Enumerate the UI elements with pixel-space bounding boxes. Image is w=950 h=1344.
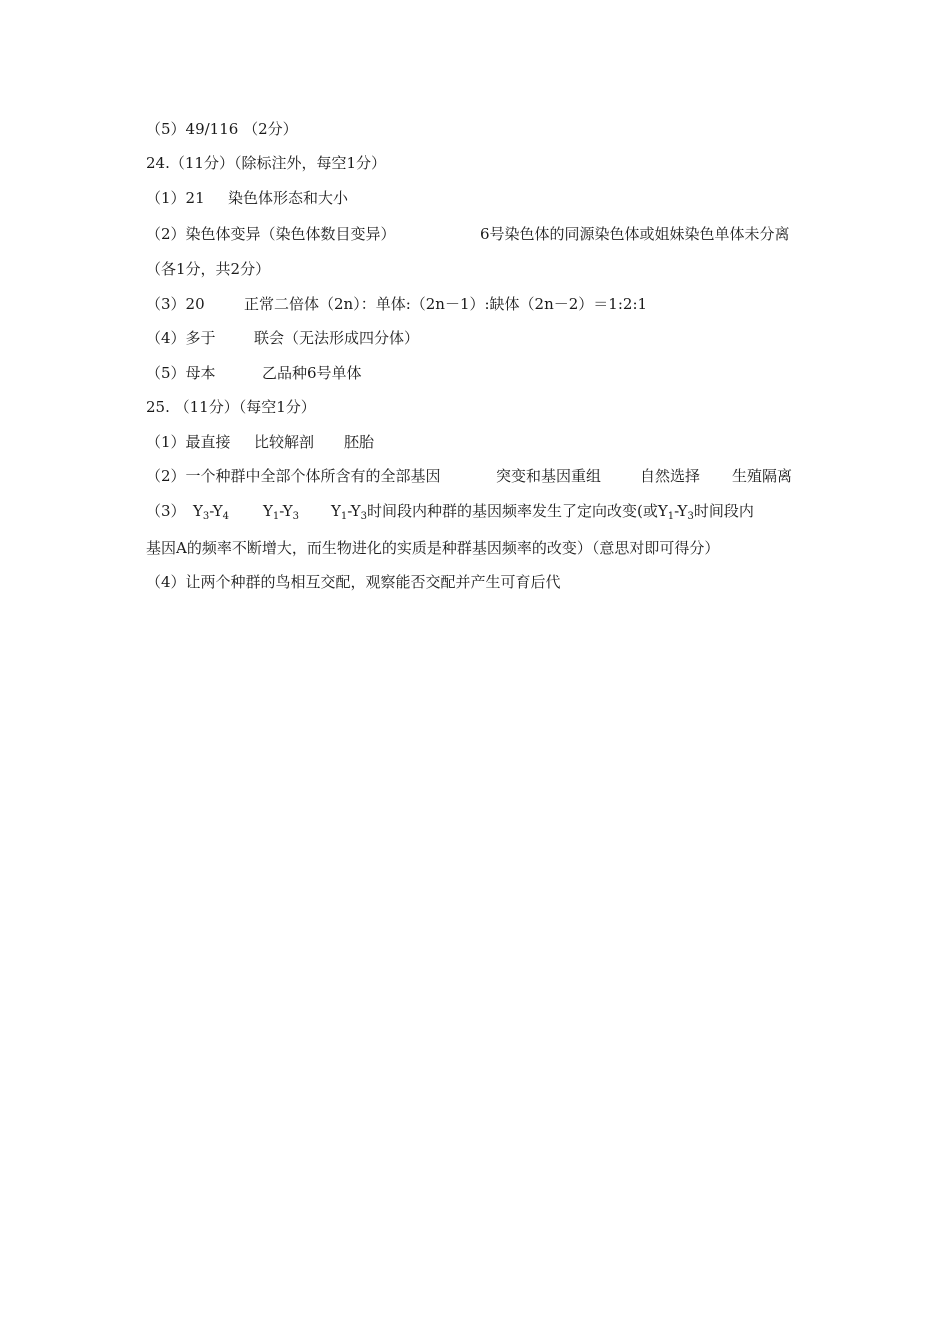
answer-25-3-continuation: 基因A的频率不断增大，而生物进化的实质是种群基因频率的改变）（意思对即可得分） xyxy=(146,539,720,557)
answer-25-1-text-c: 胚胎 xyxy=(344,433,375,451)
answer-24-1-label: （1）21 xyxy=(146,189,205,207)
answer-24-2-text: 6号染色体的同源染色体或姐妹染色单体未分离 xyxy=(480,225,790,243)
answer-25-1-text-b: 比较解剖 xyxy=(254,433,315,451)
answer-24-2-label: （2）染色体变异（染色体数目变异） xyxy=(146,225,396,243)
answer-24-5-text: 乙品种6号单体 xyxy=(262,364,362,382)
question-25-header: 24.（11分）（除标注外，每空1分） xyxy=(146,154,386,172)
answer-24-1-text: 染色体形态和大小 xyxy=(228,189,349,207)
answer-25-3-text: $Y_1-Y_3$时间段内种群的基因频率发生了定向改变(或$Y_1-Y_3$时间段内 xyxy=(331,502,754,522)
answer-24-5-label: （5）母本 xyxy=(146,364,216,382)
question-25-header: 25. （11分）（每空1分） xyxy=(146,398,316,416)
answer-25-2-text-b: 突变和基因重组 xyxy=(496,467,602,485)
answer-23-5: （5）49/116 （2分） xyxy=(146,120,298,138)
answer-25-3-label: （3） xyxy=(146,502,186,520)
answer-24-4-label: （4）多于 xyxy=(146,329,216,347)
answer-25-3-range-b: $Y_1-Y_3$ xyxy=(263,502,299,522)
answer-25-2-text-c: 自然选择 xyxy=(640,467,701,485)
answer-25-4: （4）让两个种群的鸟相互交配，观察能否交配并产生可育后代 xyxy=(146,573,561,591)
answer-25-2-text-d: 生殖隔离 xyxy=(732,467,793,485)
answer-24-2-note: （各1分，共2分） xyxy=(146,260,271,278)
answer-25-2-label: （2）一个种群中全部个体所含有的全部基因 xyxy=(146,467,441,485)
answer-24-4-text: 联会（无法形成四分体） xyxy=(254,329,420,347)
answer-25-3-range-a: $Y_3-Y_4$ xyxy=(193,502,229,522)
answer-24-3-text: 正常二倍体（2n）：单体:（2n－1）:缺体（2n－2）＝1:2:1 xyxy=(244,295,648,313)
answer-24-3-label: （3）20 xyxy=(146,295,205,313)
answer-25-1-label: （1）最直接 xyxy=(146,433,231,451)
